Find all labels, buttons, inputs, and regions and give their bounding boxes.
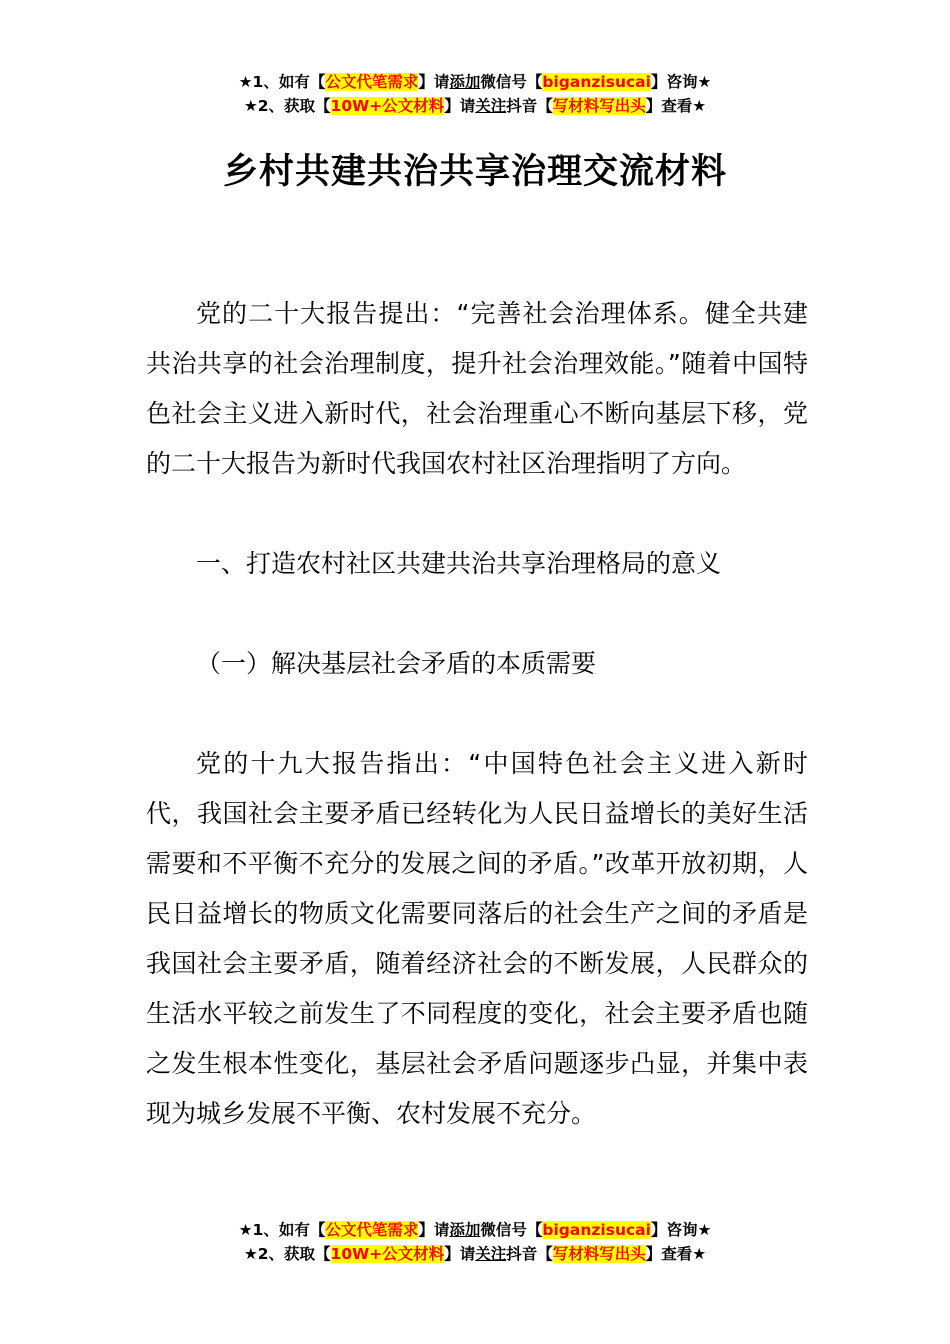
paragraph-contradiction: 党的十九大报告指出：“中国特色社会主义进入新时代，我国社会主要矛盾已经转化为人民日益增长的美好生活需要和不平衡不充分的发展之间的矛盾。”改革开放初期，人民日益增长的物质文化需要同落后的社会生产之间的矛盾是我国社会主要矛盾，随着经济社会的不断发展，人民群众的生活水平较之前发生了不同程度的变化，社会主要矛盾也随之发生根本性变化，基层社会矛盾问题逐步凸显，并集中表现为城乡发展不平衡、农村发展不充分。 [146,749,808,1128]
promo-highlight-wechat-id: biganzisucai [542,73,651,91]
subsection-heading-1: （一）解决基层社会矛盾的本质需要 [196,649,597,678]
top-promo-banner [0,70,950,118]
promo-line-2: ★2、获取【10W+公文材料】请关注抖音【写材料写出头】查看★ [243,1245,707,1263]
bottom-promo-banner [0,1218,950,1266]
promo-highlight-service: 公文代笔需求 [325,1221,419,1239]
promo-highlight-douyin: 写材料写出头 [552,97,646,115]
paragraph-intro: 党的二十大报告提出：“完善社会治理体系。健全共建共治共享的社会治理制度，提升社会治理效能。”随着中国特色社会主义进入新时代，社会治理重心不断向基层下移，党的二十大报告为新时代我国农村社区治理指明了方向。 [146,299,808,478]
promo-highlight-materials: 10W+公文材料 [330,97,445,115]
promo-line-2: ★2、获取【10W+公文材料】请关注抖音【写材料写出头】查看★ [243,97,707,115]
promo-highlight-wechat-id: biganzisucai [542,1221,651,1239]
section-heading-1: 一、打造农村社区共建共治共享治理格局的意义 [196,549,722,578]
document-body [146,289,808,1139]
promo-highlight-materials: 10W+公文材料 [330,1245,445,1263]
promo-highlight-douyin: 写材料写出头 [552,1245,646,1263]
promo-highlight-service: 公文代笔需求 [325,73,419,91]
promo-line-1: ★1、如有【公文代笔需求】请添加微信号【biganzisucai】咨询★ [238,73,712,91]
promo-line-1: ★1、如有【公文代笔需求】请添加微信号【biganzisucai】咨询★ [238,1221,712,1239]
document-title: 乡村共建共治共享治理交流材料 [222,152,727,192]
